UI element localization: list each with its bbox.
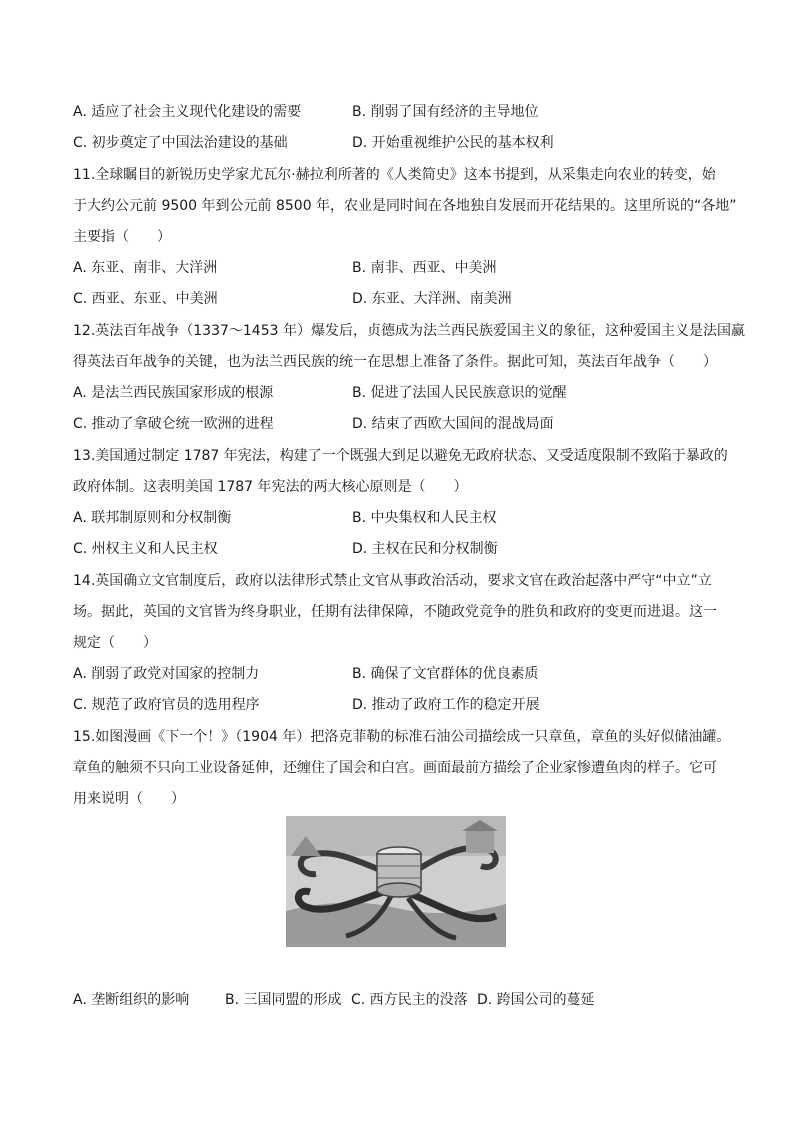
q15-stem-line2: 章鱼的触须不只向工业设备延伸，还缠住了国会和白宫。画面最前方描绘了企业家惨遭鱼肉的样子。它可 — [73, 760, 717, 776]
q12-option-d: D. 结束了西欧大国间的混战局面 — [352, 416, 554, 432]
q11-option-d: D. 东亚、大洋洲、南美洲 — [352, 291, 512, 307]
q12-option-b: B. 促进了法国人民民族意识的觉醒 — [352, 385, 567, 401]
q11-option-a: A. 东亚、南非、大洋洲 — [73, 260, 218, 276]
q11-option-b: B. 南非、西亚、中美洲 — [352, 260, 497, 276]
q13-option-a: A. 联邦制原则和分权制衡 — [73, 510, 232, 526]
q14-stem-line3: 规定（ ） — [73, 635, 157, 651]
q14-option-b: B. 确保了文官群体的优良素质 — [352, 666, 539, 682]
q12-option-a: A. 是法兰西民族国家形成的根源 — [73, 385, 274, 401]
q15-option-c: C. 西方民主的没落 — [351, 992, 468, 1008]
q15-option-d: D. 跨国公司的蔓延 — [477, 992, 595, 1008]
q13-option-b: B. 中央集权和人民主权 — [352, 510, 497, 526]
q15-option-b: B. 三国同盟的形成 — [225, 992, 342, 1008]
q10-option-d: D. 开始重视维护公民的基本权利 — [352, 135, 554, 151]
q12-option-c: C. 推动了拿破仑统一欧洲的进程 — [73, 416, 274, 432]
q14-option-a: A. 削弱了政党对国家的控制力 — [73, 666, 260, 682]
q11-option-c: C. 西亚、东亚、中美洲 — [73, 291, 218, 307]
q14-option-d: D. 推动了政府工作的稳定开展 — [352, 697, 540, 713]
q13-stem-line2: 政府体制。这表明美国 1787 年宪法的两大核心原则是（ ） — [73, 479, 468, 495]
q15-stem-line3: 用来说明（ ） — [73, 791, 185, 807]
q14-stem-line2: 场。据此，英国的文官皆为终身职业，任期有法律保障，不随政党竞争的胜负和政府的变更而进退。这一 — [73, 604, 717, 620]
q13-stem-line1: 13.美国通过制定 1787 年宪法，构建了一个既强大到足以避免无政府状态、又受适度限制不致陷于暴政的 — [73, 448, 728, 464]
q10-option-a: A. 适应了社会主义现代化建设的需要 — [73, 104, 302, 120]
q12-stem-line1: 12.英法百年战争（1337～1453 年）爆发后，贞德成为法兰西民族爱国主义的象征，这种爱国主义是法国赢 — [73, 323, 745, 339]
q11-stem-line2: 于大约公元前 9500 年到公元前 8500 年，农业是同时间在各地独自发展而开花结果的。这里所说的“各地” — [73, 198, 737, 214]
q14-stem-line1: 14.英国确立文官制度后，政府以法律形式禁止文官从事政治活动，要求文官在政治起落中严守“中立”立 — [73, 573, 712, 589]
q13-option-c: C. 州权主义和人民主权 — [73, 541, 218, 557]
q10-option-c: C. 初步奠定了中国法治建设的基础 — [73, 135, 288, 151]
q13-option-d: D. 主权在民和分权制衡 — [352, 541, 498, 557]
q15-options-row — [73, 990, 595, 1010]
q15-stem-line1: 15.如图漫画《下一个！》（1904 年）把洛克菲勒的标准石油公司描绘成一只章鱼，章鱼的头好似储油罐。 — [73, 729, 731, 745]
q11-stem-line1: 11.全球瞩目的新锐历史学家尤瓦尔·赫拉利所著的《人类简史》这本书提到，从采集走向农业的转变，始 — [73, 167, 716, 183]
q15-option-a: A. 垄断组织的影响 — [73, 992, 190, 1008]
q11-stem-line3: 主要指（ ） — [73, 229, 171, 245]
q10-option-b: B. 削弱了国有经济的主导地位 — [352, 104, 539, 120]
q14-option-c: C. 规范了政府官员的选用程序 — [73, 697, 260, 713]
octopus-cartoon-image — [286, 816, 506, 947]
q12-stem-line2: 得英法百年战争的关键，也为法兰西民族的统一在思想上准备了条件。据此可知，英法百年战争（ ） — [73, 354, 717, 370]
